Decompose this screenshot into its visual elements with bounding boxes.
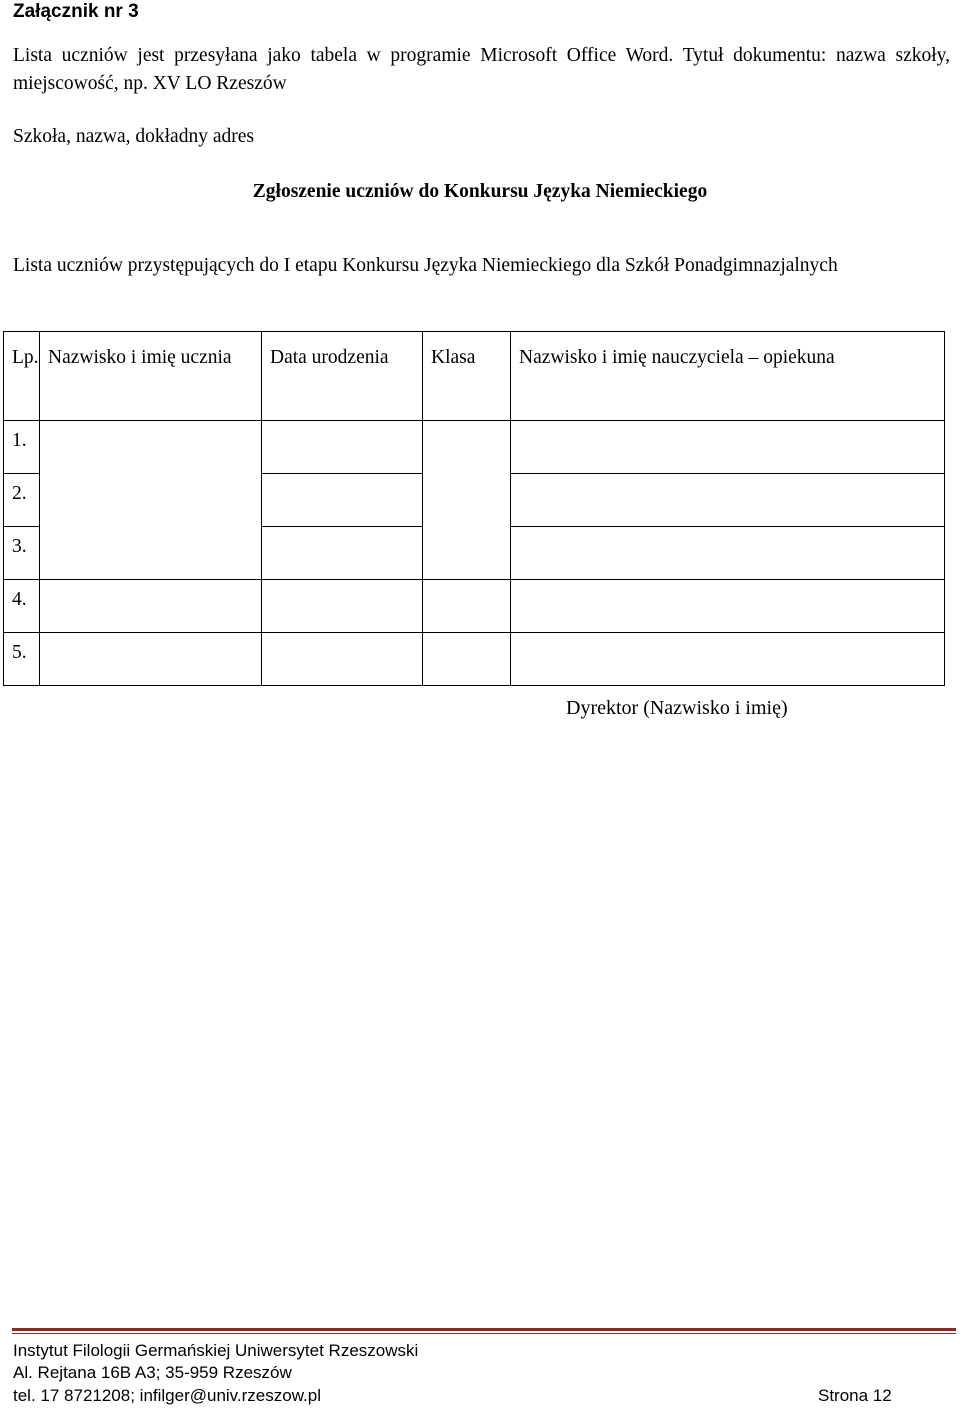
table-header-row	[4, 332, 945, 421]
row-number: 5.	[4, 633, 40, 686]
table-row	[4, 527, 945, 580]
header-class: Klasa	[423, 332, 511, 421]
student-name-cell[interactable]	[40, 474, 262, 527]
birth-date-cell[interactable]	[262, 633, 423, 686]
class-cell[interactable]	[423, 580, 511, 633]
school-line: Szkoła, nazwa, dokładny adres	[13, 126, 254, 147]
table-row	[4, 421, 945, 474]
header-teacher-name: Nazwisko i imię nauczyciela – opiekuna	[511, 332, 945, 421]
row-number: 3.	[4, 527, 40, 580]
birth-date-cell[interactable]	[262, 580, 423, 633]
table-row	[4, 474, 945, 527]
list-description: Lista uczniów przystępujących do I etapu Konkursu Języka Niemieckiego dla Szkół Ponadgimnazjalnych	[13, 255, 838, 276]
row-number: 2.	[4, 474, 40, 527]
birth-date-cell[interactable]	[262, 474, 423, 527]
teacher-name-cell[interactable]	[511, 527, 945, 580]
table-row	[4, 633, 945, 686]
footer-institute: Instytut Filologii Germańskiej Uniwersytet Rzeszowski	[13, 1341, 419, 1360]
birth-date-cell[interactable]	[262, 421, 423, 474]
student-name-cell[interactable]	[40, 633, 262, 686]
class-cell[interactable]	[423, 527, 511, 580]
birth-date-cell[interactable]	[262, 527, 423, 580]
header-lp: Lp.	[4, 332, 40, 421]
row-number: 4.	[4, 580, 40, 633]
students-table	[3, 331, 945, 686]
student-name-cell[interactable]	[40, 527, 262, 580]
class-cell[interactable]	[423, 474, 511, 527]
header-student-name: Nazwisko i imię ucznia	[40, 332, 262, 421]
form-title: Zgłoszenie uczniów do Konkursu Języka Niemieckiego	[252, 181, 708, 202]
attachment-heading: Załącznik nr 3	[13, 1, 139, 22]
row-number: 1.	[4, 421, 40, 474]
teacher-name-cell[interactable]	[511, 580, 945, 633]
class-cell[interactable]	[423, 421, 511, 474]
footer-rule-thin	[12, 1333, 956, 1334]
intro-paragraph: Lista uczniów jest przesyłana jako tabela w programie Microsoft Office Word. Tytuł dokumentu: nazwa szkoły, miejscowość, np. XV LO Rzeszów	[13, 45, 950, 94]
teacher-name-cell[interactable]	[511, 474, 945, 527]
teacher-name-cell[interactable]	[511, 421, 945, 474]
footer-rule	[12, 1328, 956, 1331]
director-signature-label: Dyrektor (Nazwisko i imię)	[566, 697, 788, 719]
student-name-cell[interactable]	[40, 580, 262, 633]
student-name-cell[interactable]	[40, 421, 262, 474]
class-cell[interactable]	[423, 633, 511, 686]
teacher-name-cell[interactable]	[511, 633, 945, 686]
page-number: Strona 12	[818, 1386, 892, 1405]
header-birth-date: Data urodzenia	[262, 332, 423, 421]
footer-contact: tel. 17 8721208; infilger@univ.rzeszow.pl	[13, 1386, 322, 1405]
footer-address: Al. Rejtana 16B A3; 35-959 Rzeszów	[13, 1363, 292, 1382]
table-row	[4, 580, 945, 633]
